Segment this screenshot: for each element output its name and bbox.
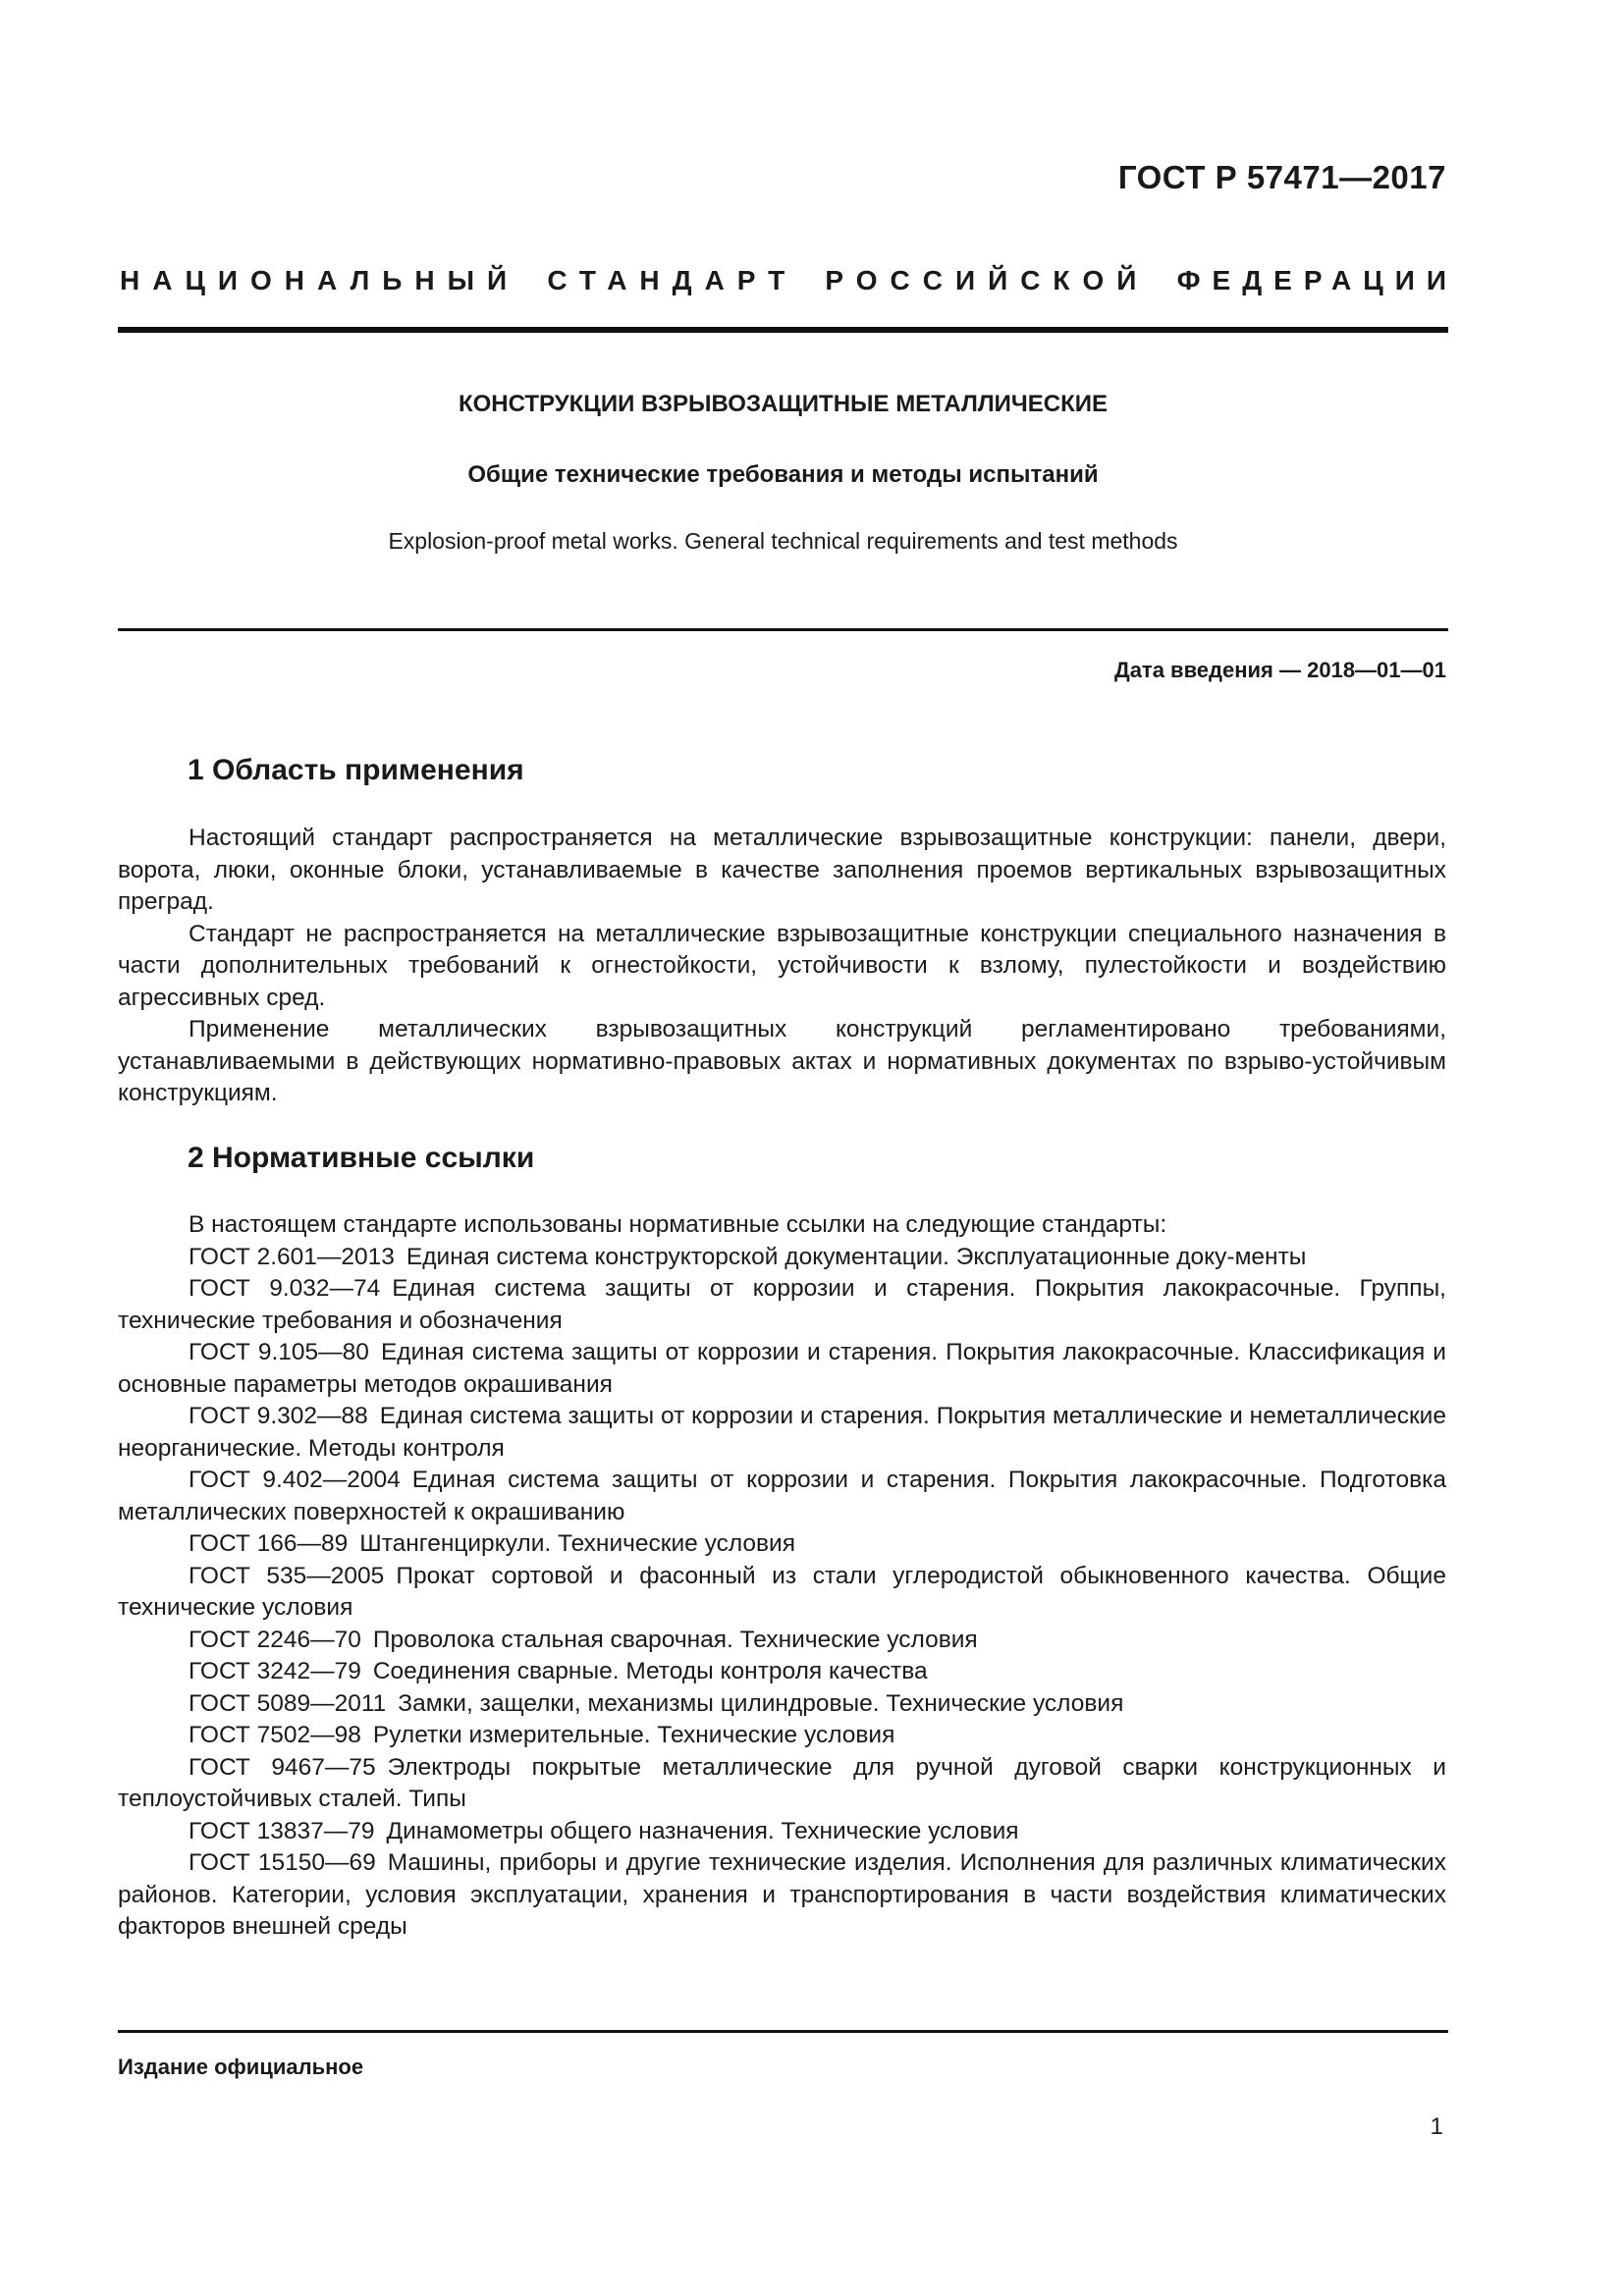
reference-text: Единая система конструкторской документации. Эксплуатационные доку-менты xyxy=(406,1243,1307,1270)
reference-item xyxy=(118,1401,1446,1465)
reference-text: Машины, приборы и другие технические изделия. Исполнения для различных климатических районов. Категории, условия эксплуатации, хранения и транспортирования в части воздействия климатических факторов внешней среды xyxy=(118,1849,1446,1940)
introduction-date: Дата введения — 2018—01—01 xyxy=(1114,658,1446,682)
reference-text: Единая система защиты от коррозии и старения. Покрытия лакокрасочные. Группы, технические требования и обозначения xyxy=(118,1275,1446,1334)
reference-item xyxy=(118,1337,1446,1401)
reference-text: Замки, защелки, механизмы цилиндровые. Технические условия xyxy=(398,1689,1124,1717)
section-1-heading: 1 Область применения xyxy=(188,754,524,786)
reference-text: Единая система защиты от коррозии и старения. Покрытия лакокрасочные. Подготовка металлических поверхностей к окрашиванию xyxy=(118,1467,1446,1525)
footer-divider xyxy=(118,2030,1448,2033)
reference-code: ГОСТ 5089—2011 xyxy=(189,1689,387,1717)
reference-item xyxy=(118,1561,1446,1625)
reference-text: Единая система защиты от коррозии и старения. Покрытия лакокрасочные. Классификация и основные параметры методов окрашивания xyxy=(118,1339,1446,1398)
reference-text: Динамометры общего назначения. Технические условия xyxy=(386,1817,1019,1844)
reference-item xyxy=(118,1847,1446,1944)
reference-text: Штангенциркули. Технические условия xyxy=(359,1530,795,1557)
paragraph: Применение металлических взрывозащитных конструкций регламентировано требованиями, устанавливаемыми в действующих нормативно-правовых актах и нормативных документах по взрыво-устойчивым конструкциям. xyxy=(118,1016,1446,1106)
paragraph: Стандарт не распространяется на металлические взрывозащитные конструкции специального назначения в части дополнительных требований к огнестойкости, устойчивости к взлому, пулестойкости и воздействию агрессивных сред. xyxy=(118,920,1446,1011)
reference-item xyxy=(118,1242,1446,1274)
reference-text: Проволока стальная сварочная. Технические условия xyxy=(372,1626,978,1653)
reference-code: ГОСТ 9467—75 xyxy=(189,1753,376,1781)
reference-code: ГОСТ 2246—70 xyxy=(189,1626,361,1653)
document-title: КОНСТРУКЦИИ ВЗРЫВОЗАЩИТНЫЕ МЕТАЛЛИЧЕСКИЕ xyxy=(458,391,1109,417)
reference-code: ГОСТ 535—2005 xyxy=(189,1562,385,1589)
reference-text: Соединения сварные. Методы контроля качества xyxy=(372,1658,928,1684)
page-number: 1 xyxy=(1430,2113,1443,2140)
banner-word: ФЕДЕРАЦИИ xyxy=(1176,265,1458,295)
reference-item xyxy=(118,1656,1446,1688)
reference-item xyxy=(118,1752,1446,1816)
document-subtitle: Общие технические требования и методы испытаний xyxy=(467,461,1099,488)
national-standard-banner xyxy=(120,265,1458,296)
references-intro: В настоящем стандарте использованы нормативные ссылки на следующие стандарты: xyxy=(189,1211,1167,1238)
banner-word: СТАНДАРТ xyxy=(547,265,798,295)
reference-text: Единая система защиты от коррозии и старения. Покрытия металлические и неметаллические неорганические. Методы контроля xyxy=(118,1403,1446,1462)
official-edition-label: Издание официальное xyxy=(118,2055,364,2079)
reference-text: Прокат сортовой и фасонный из стали углеродистой обыкновенного качества. Общие технические условия xyxy=(118,1562,1446,1621)
section-2-heading: 2 Нормативные ссылки xyxy=(188,1142,535,1174)
reference-item xyxy=(118,1528,1446,1561)
reference-item xyxy=(118,1816,1446,1848)
reference-code: ГОСТ 3242—79 xyxy=(189,1658,361,1684)
reference-code: ГОСТ 13837—79 xyxy=(189,1817,375,1844)
reference-item xyxy=(118,1688,1446,1721)
title-divider xyxy=(118,628,1448,631)
reference-code: ГОСТ 15150—69 xyxy=(189,1849,376,1876)
header-divider xyxy=(118,327,1448,333)
reference-code: ГОСТ 2.601—2013 xyxy=(189,1243,395,1270)
reference-code: ГОСТ 7502—98 xyxy=(189,1722,361,1748)
document-english-title: Explosion-proof metal works. General technical requirements and test methods xyxy=(388,528,1178,554)
section-1-body xyxy=(118,823,1446,1110)
gost-number: ГОСТ Р 57471—2017 xyxy=(1117,159,1446,195)
reference-text: Электроды покрытые металлические для ручной дуговой сварки конструкционных и теплоустойчивых сталей. Типы xyxy=(118,1753,1446,1812)
reference-code: ГОСТ 9.032—74 xyxy=(189,1275,381,1302)
reference-item xyxy=(118,1720,1446,1752)
banner-word: РОССИЙСКОЙ xyxy=(825,265,1150,295)
reference-text: Рулетки измерительные. Технические условия xyxy=(372,1722,895,1748)
reference-code: ГОСТ 166—89 xyxy=(189,1530,349,1557)
banner-word: НАЦИОНАЛЬНЫЙ xyxy=(120,265,520,295)
reference-code: ГОСТ 9.105—80 xyxy=(189,1339,369,1365)
reference-code: ГОСТ 9.302—88 xyxy=(189,1403,368,1429)
reference-item xyxy=(118,1465,1446,1528)
reference-item xyxy=(118,1625,1446,1657)
reference-code: ГОСТ 9.402—2004 xyxy=(189,1467,401,1493)
normative-references xyxy=(118,1209,1446,1944)
paragraph: Настоящий стандарт распространяется на металлические взрывозащитные конструкции: панели, двери, ворота, люки, оконные блоки, устанавливаемые в качестве заполнения проемов вертикальных взрывозащитных преград. xyxy=(118,825,1446,915)
reference-item xyxy=(118,1273,1446,1337)
